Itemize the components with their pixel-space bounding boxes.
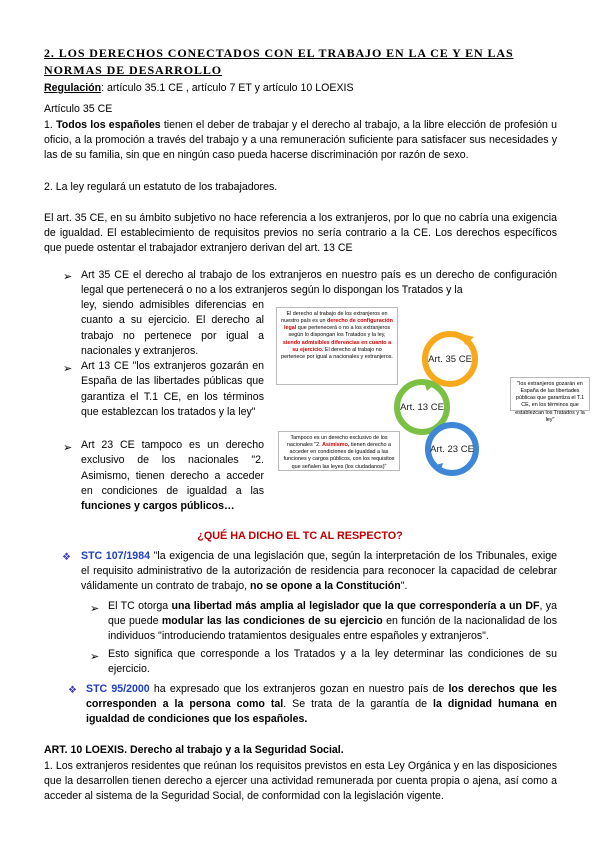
circle-art13: [397, 382, 447, 432]
infobox-art13: "los extranjeros gozarán en España de las libertades públicas que garantiza el T.1 CE, en los términos que establezcan los Tratados y la ley": [510, 377, 590, 411]
diamond-bullet-icon: ❖: [68, 685, 77, 696]
art10-paragraph: 1. Los extranjeros residentes que reúnan los requisitos previstos en esta Ley Orgánica y en las disposiciones que la desarrollen tienen derecho a ejercer una actividad remunerada por cuenta propia o ajena, así como a acceder al sistema de la Seguridad Social, de conformidad con la legislación vigente.: [44, 760, 557, 803]
stc-107-sub1: El TC otorga una libertad más amplia al legislador que la que correspondería a un DF, ya que puede modular las las condiciones de su ejercicio en función de la nacionalidad de los individuos "introduciendo tratamientos desiguales entre españoles y extranjeros".: [108, 600, 558, 643]
article35-point1: 1. Todos los españoles tienen el deber de trabajar y el derecho al trabajo, a la libre elección de profesión u oficio, a la promoción a través del trabajo y a una remuneración suficiente para satisfacer sus necesidades y las de su familia, sin que en ningún caso pueda hacerse discriminación por razón de sexo.: [44, 119, 557, 162]
arrow-bullet-icon: ➢: [63, 271, 73, 283]
art10-heading: ART. 10 LOEXIS. Derecho al trabajo y a la Seguridad Social.: [44, 744, 344, 756]
stc-107-paragraph: STC 107/1984 "la exigencia de una legislación que, según la interpretación de los Tribunales, exige el requisito administrativo de la autorización de residencia para reconocer la capacidad de celebrar válidamente un contrato de trabajo, no se opone a la Constitución".: [81, 550, 557, 593]
bullet-art23: Art 23 CE tampoco es un derecho exclusivo de los nacionales "2. Asimismo, tienen derecho a acceder en condiciones de igualdad a las funciones y cargos públicos…: [81, 439, 264, 513]
svg-text:Art. 13 CE: Art. 13 CE: [400, 402, 444, 413]
svg-text:Art. 23 CE: Art. 23 CE: [430, 444, 474, 455]
articles-cycle-diagram: [272, 303, 592, 473]
stc-107-sub2: Esto significa que corresponde a los Tratados y a la ley determinar las condiciones de su ejercicio.: [108, 648, 557, 676]
infobox-art23: Tampoco es un derecho exclusivo de los nacionales "2. Asimismo, tienen derecho a acceder en condiciones de igualdad a las funciones y cargos públicos, con los requisitos que señalen las leyes (los ciudadanos)": [278, 431, 400, 471]
bullet-art35: Art 35 CE el derecho al trabajo de los extranjeros en nuestro país es un derecho de configuración legal que pertenecerá o no a los extranjeros según lo dispongan los Tratados y la: [81, 269, 557, 297]
bullet-art35-cont: ley, siendo admisibles diferencias en cuanto a su ejercicio. El derecho al trabajo no pertenece por igual a nacionales y extranjeros.: [81, 299, 264, 358]
article35-point2: 2. La ley regulará un estatuto de los trabajadores.: [44, 181, 278, 193]
stc-95-paragraph: STC 95/2000 ha expresado que los extranjeros gozan en nuestro país de los derechos que les corresponden a la persona como tal. Se trata de la garantía de la dignidad humana en igualdad de condiciones que los españoles.: [86, 683, 557, 726]
bullet-art13: Art 13 CE "los extranjeros gozarán en España de las libertades públicas que garantiza el T.1 CE, en los términos que establezcan los tratados y la ley": [81, 360, 264, 419]
article-heading: Artículo 35 CE: [44, 103, 113, 115]
regulation-line: Regulación: artículo 35.1 CE , artículo 7 ET y artículo 10 LOEXIS: [44, 82, 354, 94]
cycle-graphic: [272, 303, 592, 473]
arrow-bullet-icon: ➢: [63, 363, 73, 375]
infobox-art35: El derecho al trabajo de los extranjeros en nuestro país es un derecho de configuración legal que pertenecerá o no a los extranjeros según lo dispongan los Tratados y la ley, siendo admisibles diferencias en cuanto a su ejercicio. El derecho al trabajo no pertenece por igual a nacionales y extranjeros.: [276, 307, 398, 385]
intro-paragraph: El art. 35 CE, en su ámbito subjetivo no hace referencia a los extranjeros, por lo que no cabría una exigencia de igualdad. El establecimiento de requisitos previos no sería contrario a la CE. Los derechos específicos que puede ostentar el trabajador extranjero derivan del art. 13 CE: [44, 212, 557, 255]
diamond-bullet-icon: ❖: [62, 552, 71, 563]
arrow-bullet-icon: ➢: [90, 651, 100, 663]
arrow-bullet-icon: ➢: [63, 442, 73, 454]
section-title: 2. LOS DERECHOS CONECTADOS CON EL TRABAJO EN LA CE Y EN LAS NORMAS DE DESARROLLO: [44, 46, 514, 77]
arrow-bullet-icon: ➢: [90, 603, 100, 615]
svg-text:Art. 35 CE: Art. 35 CE: [428, 354, 472, 365]
tc-heading: ¿QUÉ HA DICHO EL TC AL RESPECTO?: [197, 530, 403, 542]
